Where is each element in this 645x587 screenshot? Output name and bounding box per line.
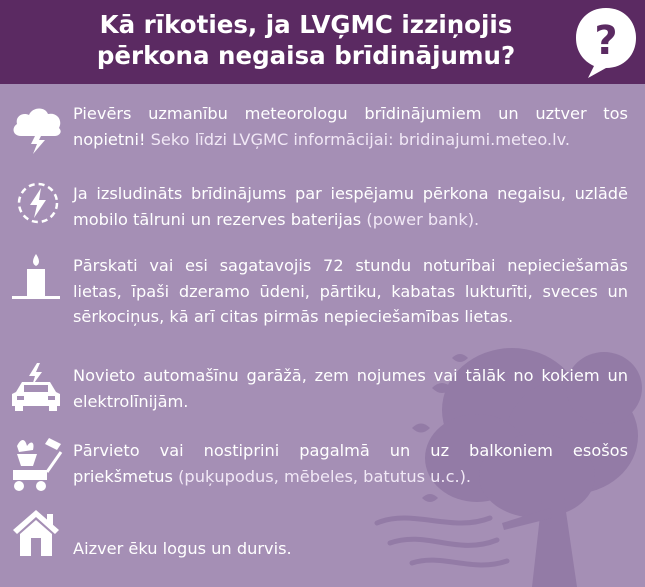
charging-lightning-icon (15, 180, 61, 226)
car-lightning-icon (10, 362, 62, 412)
svg-text:?: ? (594, 18, 618, 64)
thunderstorm-cloud-icon (9, 100, 65, 154)
header-banner (0, 0, 645, 84)
candle-icon (9, 252, 63, 302)
house-icon (11, 508, 61, 558)
item-text: Pārvieto vai nostiprini pagalmā un uz balkoniem esošos priekšmetus (puķupodus, mēbeles, batutus u.c.). (73, 441, 628, 486)
item-text: Aizver ēku logus un durvis. (73, 539, 292, 558)
title-line-2: pērkona negaisa brīdinājumu? (96, 41, 516, 70)
item-text: Novieto automašīnu garāžā, zem nojumes vai tālāk no kokiem un elektrolīnijām. (73, 366, 628, 411)
question-mark-bubble-icon (572, 4, 640, 80)
title-line-1: Kā rīkoties, ja LVĢMC izziņojis (99, 10, 513, 39)
page-title (0, 9, 612, 71)
item-text: Pievērs uzmanību meteorologu brīdinājumiem un uztver tos nopietni! Seko līdzi LVĢMC informācijai: bridinajumi.meteo.lv. (73, 104, 628, 149)
item-text: Pārskati vai esi sagatavojis 72 stundu noturībai nepieciešamās lietas, īpaši dzeramo ūdeni, pārtiku, kabatas lukturīti, sveces un sērkociņus, kā arī citas pirmās nepieciešamības lietas. (73, 256, 628, 326)
item-text: Ja izsludināts brīdinājums par iespējamu pērkona negaisu, uzlādē mobilo tālruni un rezerves baterijas (power bank). (73, 184, 628, 229)
garden-items-icon (9, 436, 65, 492)
